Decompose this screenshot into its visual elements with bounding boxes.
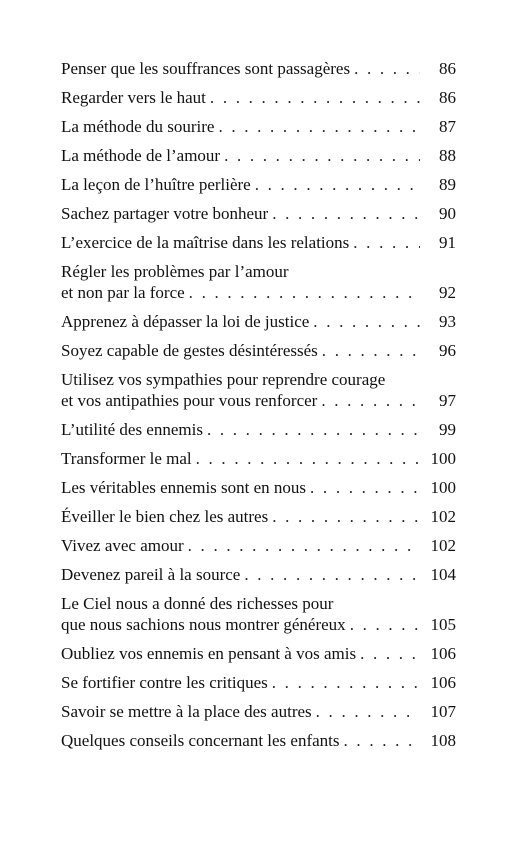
toc-entry-title: que nous sachions nous montrer généreux [61, 615, 346, 634]
dot-leader [207, 419, 420, 440]
dot-leader [196, 448, 420, 469]
toc-entry-line [61, 564, 456, 585]
dot-leader [360, 643, 420, 664]
toc-page-number: 87 [439, 117, 456, 136]
toc-entry [61, 203, 456, 224]
toc-entry [61, 174, 456, 195]
toc-entry-line [61, 87, 456, 108]
toc-page-number: 92 [439, 283, 456, 302]
toc-entry-line [61, 174, 456, 195]
toc-entry [61, 261, 456, 303]
toc-entry-title: L’exercice de la maîtrise dans les relations [61, 233, 350, 252]
dot-leader [244, 564, 420, 585]
dot-leader [224, 145, 420, 166]
toc-entry [61, 564, 456, 585]
toc-entry-line [61, 477, 456, 498]
toc-entry-line [61, 116, 456, 137]
toc-entry-title: La leçon de l’huître perlière [61, 175, 251, 194]
toc-entry-title: Oubliez vos ennemis en pensant à vos amis [61, 644, 357, 663]
dot-leader [218, 116, 420, 137]
toc-entry-line [61, 145, 456, 166]
toc-entry-title: Les véritables ennemis sont en nous [61, 478, 307, 497]
toc-entry-line [61, 643, 456, 664]
toc-entry [61, 311, 456, 332]
toc-page-number: 104 [430, 565, 456, 584]
dot-leader [188, 535, 420, 556]
toc-entry-title: La méthode du sourire [61, 117, 215, 136]
toc-page-number: 93 [439, 312, 456, 331]
toc-entry-title: Transformer le mal [61, 449, 192, 468]
toc-entry-line [61, 340, 456, 361]
toc-page-number: 106 [430, 644, 456, 663]
toc-entry [61, 419, 456, 440]
toc-entry-line [61, 730, 456, 751]
toc-entry-line [61, 311, 456, 332]
dot-leader [310, 477, 420, 498]
toc-entry-line [61, 261, 456, 282]
toc-entry [61, 672, 456, 693]
toc-page-number: 100 [430, 478, 456, 497]
dot-leader [322, 340, 420, 361]
toc-entry-title: Le Ciel nous a donné des richesses pour [61, 594, 334, 613]
toc-page-number: 97 [439, 391, 456, 410]
toc-page-number: 108 [430, 731, 456, 750]
toc-page-number: 91 [439, 233, 456, 252]
toc-page-number: 107 [430, 702, 456, 721]
toc-entry [61, 643, 456, 664]
toc-page-number: 86 [439, 88, 456, 107]
toc-entry [61, 593, 456, 635]
toc-entry [61, 232, 456, 253]
table-of-contents [61, 58, 456, 759]
toc-entry-title: Savoir se mettre à la place des autres [61, 702, 312, 721]
toc-entry-line [61, 282, 456, 303]
toc-entry [61, 369, 456, 411]
toc-entry-line [61, 593, 456, 614]
toc-entry [61, 87, 456, 108]
dot-leader [255, 174, 420, 195]
toc-page-number: 100 [430, 449, 456, 468]
toc-entry-title: La méthode de l’amour [61, 146, 221, 165]
dot-leader [272, 506, 420, 527]
toc-entry-title: Régler les problèmes par l’amour [61, 262, 289, 281]
dot-leader [344, 730, 420, 751]
toc-entry-line [61, 369, 456, 390]
toc-entry-line [61, 672, 456, 693]
toc-entry-title: Éveiller le bien chez les autres [61, 507, 269, 526]
dot-leader [210, 87, 420, 108]
toc-page-number: 89 [439, 175, 456, 194]
toc-entry-line [61, 535, 456, 556]
toc-entry-line [61, 419, 456, 440]
toc-entry-title: et vos antipathies pour vous renforcer [61, 391, 318, 410]
dot-leader [350, 614, 420, 635]
dot-leader [321, 390, 420, 411]
toc-entry-line [61, 701, 456, 722]
toc-entry-line [61, 232, 456, 253]
toc-page-number: 88 [439, 146, 456, 165]
toc-page-number: 86 [439, 59, 456, 78]
dot-leader [354, 58, 420, 79]
toc-entry-title: Regarder vers le haut [61, 88, 206, 107]
dot-leader [189, 282, 420, 303]
toc-page-number: 102 [430, 507, 456, 526]
toc-page-number: 105 [430, 615, 456, 634]
dot-leader [272, 203, 420, 224]
toc-entry-title: Sachez partager votre bonheur [61, 204, 269, 223]
toc-entry [61, 477, 456, 498]
toc-entry [61, 448, 456, 469]
toc-entry-title: Quelques conseils concernant les enfants [61, 731, 340, 750]
toc-entry-line [61, 614, 456, 635]
dot-leader [313, 311, 420, 332]
toc-entry-line [61, 448, 456, 469]
dot-leader [272, 672, 420, 693]
toc-entry [61, 58, 456, 79]
toc-entry-title: L’utilité des ennemis [61, 420, 203, 439]
toc-entry-line [61, 506, 456, 527]
toc-entry [61, 145, 456, 166]
toc-page-number: 99 [439, 420, 456, 439]
toc-entry-line [61, 390, 456, 411]
toc-entry [61, 730, 456, 751]
toc-entry-title: Utilisez vos sympathies pour reprendre courage [61, 370, 386, 389]
toc-entry [61, 340, 456, 361]
toc-entry-title: Soyez capable de gestes désintéressés [61, 341, 318, 360]
toc-page-number: 102 [430, 536, 456, 555]
toc-entry-title: Penser que les souffrances sont passagères [61, 59, 351, 78]
toc-entry-line [61, 203, 456, 224]
toc-entry [61, 535, 456, 556]
dot-leader [353, 232, 420, 253]
toc-entry [61, 116, 456, 137]
toc-entry [61, 506, 456, 527]
toc-page-number: 90 [439, 204, 456, 223]
toc-entry-title: Vivez avec amour [61, 536, 184, 555]
toc-entry-line [61, 58, 456, 79]
toc-entry-title: Devenez pareil à la source [61, 565, 241, 584]
toc-page-number: 96 [439, 341, 456, 360]
dot-leader [316, 701, 420, 722]
toc-page-number: 106 [430, 673, 456, 692]
toc-entry-title: Apprenez à dépasser la loi de justice [61, 312, 310, 331]
toc-entry [61, 701, 456, 722]
toc-entry-title: Se fortifier contre les critiques [61, 673, 268, 692]
toc-entry-title: et non par la force [61, 283, 185, 302]
